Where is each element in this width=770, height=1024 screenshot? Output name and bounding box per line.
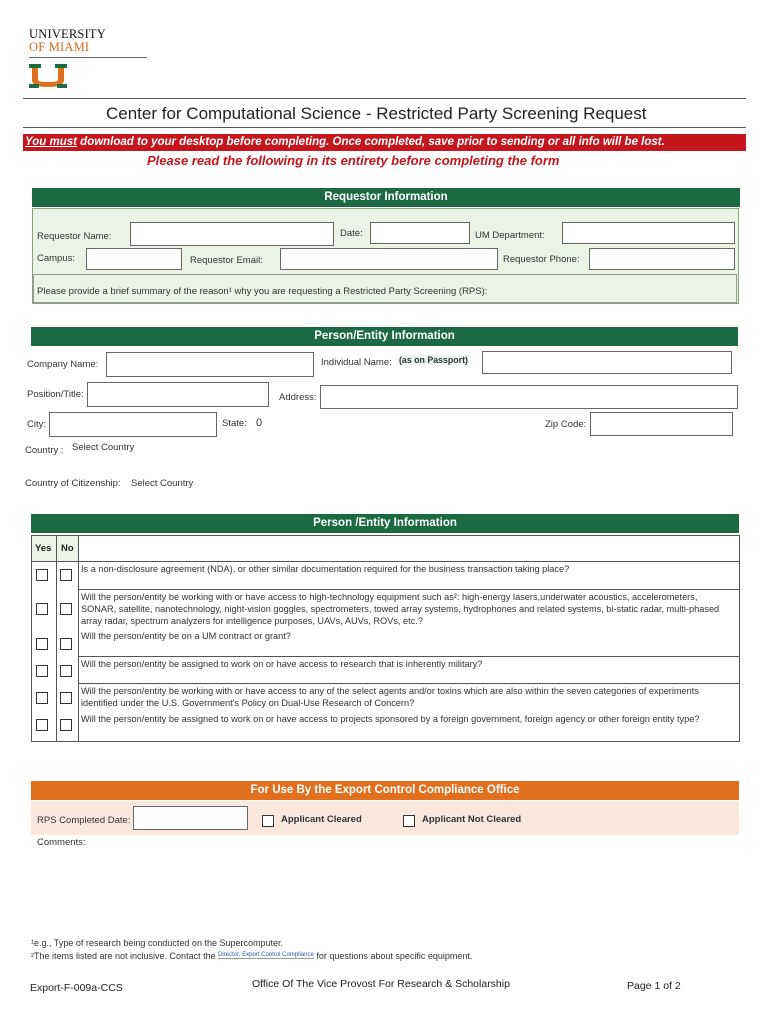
table-header-divider: [31, 561, 740, 562]
q5-yes-checkbox[interactable]: [36, 692, 48, 704]
um-department-input[interactable]: [562, 222, 735, 244]
requestor-name-label: Requestor Name:: [37, 231, 112, 242]
header-rule-bottom: [23, 127, 746, 128]
campus-input[interactable]: [86, 248, 182, 270]
q3-no-checkbox[interactable]: [60, 638, 72, 650]
table-row-divider-4: [79, 683, 740, 684]
download-warning-banner: [23, 134, 746, 151]
company-name-input[interactable]: [106, 352, 314, 377]
country-label: Country :: [25, 445, 64, 456]
address-label: Address:: [279, 392, 317, 403]
requestor-email-label: Requestor Email:: [190, 255, 263, 266]
q4-yes-checkbox[interactable]: [36, 665, 48, 677]
q5-no-checkbox[interactable]: [60, 692, 72, 704]
footnote-2-suffix: for questions about specific equipment.: [313, 951, 473, 961]
zip-code-label: Zip Code:: [545, 419, 587, 430]
q3-yes-checkbox[interactable]: [36, 638, 48, 650]
header-rule-top: [23, 98, 746, 99]
applicant-not-cleared-checkbox[interactable]: [403, 815, 415, 827]
person-entity-section-heading: Person/Entity Information: [31, 327, 738, 346]
page-number: Page 1 of 2: [627, 980, 681, 992]
date-input[interactable]: [370, 222, 470, 244]
q2-yes-checkbox[interactable]: [36, 603, 48, 615]
form-id: Export-F-009a-CCS: [30, 982, 123, 994]
q2-no-checkbox[interactable]: [60, 603, 72, 615]
state-label: State:: [222, 418, 247, 429]
q4-no-checkbox[interactable]: [60, 665, 72, 677]
no-column-header: No: [61, 543, 74, 554]
individual-name-label: Individual Name:: [321, 357, 392, 368]
logo-divider: [29, 57, 147, 58]
logo-university-text: UNIVERSITY: [29, 27, 106, 41]
logo-of-miami-text: OF MIAMI: [29, 40, 90, 54]
table-row-divider-3: [79, 656, 740, 657]
office-use-section-heading: For Use By the Export Control Compliance Office: [31, 781, 739, 800]
citizenship-select[interactable]: Select Country: [131, 478, 194, 489]
university-u-logo-icon: [29, 64, 67, 88]
question-4-text: Will the person/entity be assigned to work on or have access to research that is inherently military?: [81, 659, 483, 669]
footnote-2-prefix: ²The items listed are not inclusive. Contact the: [31, 951, 219, 961]
table-column-divider-2: [78, 535, 79, 742]
question-3-text: Will the person/entity be on a UM contract or grant?: [81, 631, 291, 641]
q6-yes-checkbox[interactable]: [36, 719, 48, 731]
q1-no-checkbox[interactable]: [60, 569, 72, 581]
requestor-phone-label: Requestor Phone:: [503, 254, 580, 265]
page-title: Center for Computational Science - Restricted Party Screening Request: [106, 104, 647, 123]
citizenship-label: Country of Citizenship:: [25, 478, 121, 489]
applicant-cleared-label: Applicant Cleared: [281, 814, 362, 825]
um-department-label: UM Department:: [475, 230, 545, 241]
position-title-label: Position/Title:: [27, 389, 84, 400]
rps-completed-date-input[interactable]: [133, 806, 248, 830]
requestor-phone-input[interactable]: [589, 248, 735, 270]
question-6-text: Will the person/entity be assigned to work on or have access to projects sponsored by a foreign government, foreign agency or other foreign entity type?: [81, 714, 700, 724]
requestor-name-input[interactable]: [130, 222, 334, 246]
footnote-1: ¹e.g., Type of research being conducted on the Supercomputer.: [31, 938, 283, 948]
yes-column-header: Yes: [35, 543, 52, 554]
comments-label: Comments:: [37, 837, 86, 848]
city-input[interactable]: [49, 412, 217, 437]
passport-note: (as on Passport): [399, 355, 468, 365]
table-column-divider-1: [56, 535, 57, 742]
requestor-email-input[interactable]: [280, 248, 498, 270]
question-5-text: Will the person/entity be working with or have access to any of the select agents and/or toxins which are also within the seven categories of experiments identified under the U.S. Government's Policy on Dual-Use Research of Concern?: [81, 686, 699, 709]
table-row-divider-1: [79, 589, 740, 590]
q1-yes-checkbox[interactable]: [36, 569, 48, 581]
question-1-text: Is a non-disclosure agreement (NDA), or other similar documentation required for the business transaction taking place?: [81, 564, 570, 574]
applicant-not-cleared-label: Applicant Not Cleared: [422, 814, 522, 825]
questions-section-heading: Person /Entity Information: [31, 514, 739, 533]
office-name: Office Of The Vice Provost For Research & Scholarship: [252, 978, 510, 990]
campus-label: Campus:: [37, 253, 76, 264]
requestor-section-heading: Requestor Information: [32, 188, 740, 207]
read-instruction: Please read the following in its entirety before completing the form: [147, 153, 560, 168]
rps-completed-date-label: RPS Completed Date:: [37, 815, 131, 826]
footnote-2: [31, 951, 472, 961]
question-2-text: Will the person/entity be working with or have access to high-technology equipment such as²: high-energy lasers,underwater acoustics, accelerometers, SONAR, satellite, nanotechnology, night-vision goggles, spectrometers, towed array systems, hydrophones and related systems, bi-static radar, multi-phased array radar, spectrum analyzers for intelligence purposes, UAVs, AUVs, ROVs, etc.?: [81, 592, 720, 627]
individual-name-input[interactable]: [482, 351, 732, 374]
warning-rest-text: download to your desktop before completing. Once completed, save prior to sending or all info will be lost.: [76, 136, 665, 148]
state-select[interactable]: 0: [256, 417, 263, 429]
country-select[interactable]: Select Country: [72, 442, 135, 453]
applicant-cleared-checkbox[interactable]: [262, 815, 274, 827]
city-label: City:: [27, 419, 46, 430]
date-label: Date:: [340, 228, 363, 239]
zip-code-input[interactable]: [590, 412, 733, 436]
company-name-label: Company Name:: [27, 359, 99, 370]
request-summary-label: Please provide a brief summary of the reason¹ why you are requesting a Restricted Party Screening (RPS):: [37, 286, 488, 297]
q6-no-checkbox[interactable]: [60, 719, 72, 731]
warning-must-text: You must: [25, 136, 77, 148]
address-input[interactable]: [320, 385, 738, 409]
director-export-control-link[interactable]: Director, Export Control Compliance: [218, 952, 314, 958]
position-title-input[interactable]: [87, 382, 269, 407]
